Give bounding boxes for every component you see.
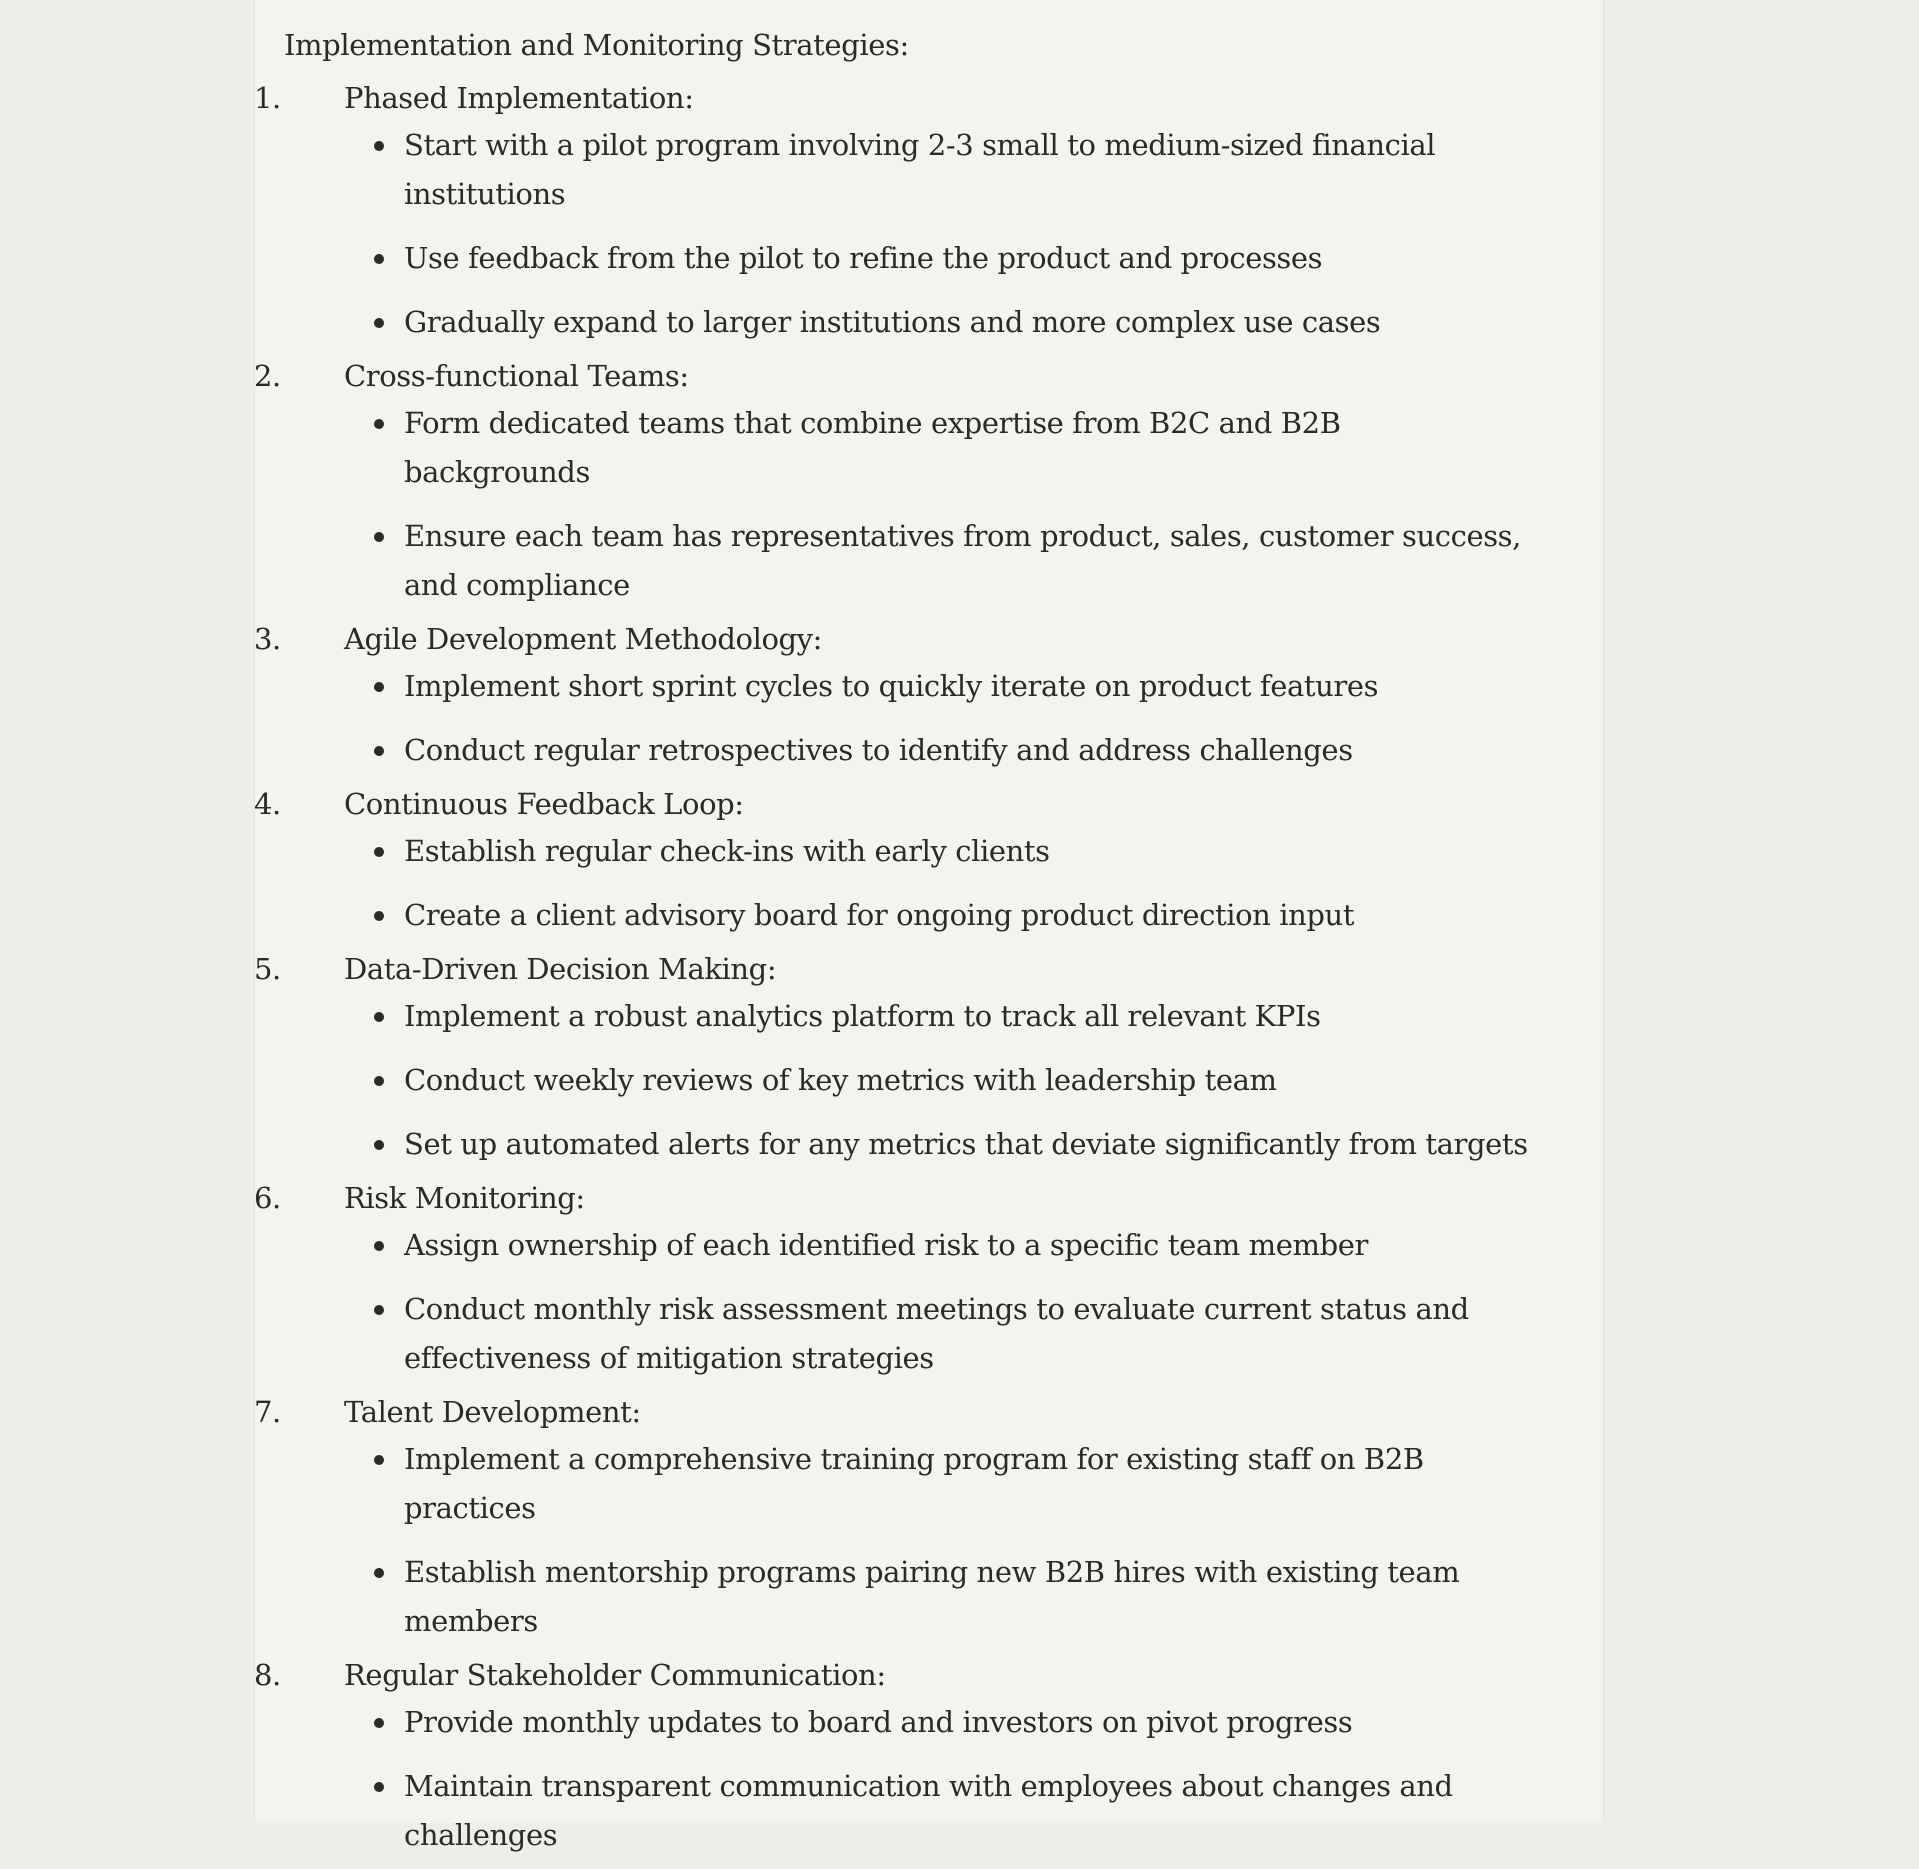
bullet-dot-icon [374,254,384,264]
message-content [254,20,1584,1869]
bullet-dot-icon [374,1241,384,1251]
bullet-dot-icon [374,419,384,429]
bullet-text: Conduct weekly reviews of key metrics with leadership team [404,1063,1277,1097]
strategy-title: Agile Development Methodology: [344,622,823,656]
bullet-text: Establish mentorship programs pairing new B2B hires with existing team members [404,1555,1460,1638]
bullet-dot-icon [374,1076,384,1086]
strategy-item [254,784,1584,940]
bullet-item [344,1762,1534,1860]
bullet-dot-icon [374,911,384,921]
bullet-dot-icon [374,1782,384,1792]
bullet-text: Create a client advisory board for ongoing product direction input [404,898,1355,932]
bullet-text: Assign ownership of each identified risk to a specific team member [404,1228,1369,1262]
strategy-number: 7. [254,1395,281,1429]
strategy-number: 1. [254,81,281,115]
bullet-item [344,399,1534,497]
bullet-dot-icon [374,746,384,756]
bullet-text: Gradually expand to larger institutions and more complex use cases [404,305,1381,339]
strategy-item [254,78,1584,347]
strategy-number: 4. [254,787,281,821]
bullet-dot-icon [374,1718,384,1728]
bullet-text: Start with a pilot program involving 2-3 small to medium-sized financial institutions [404,128,1436,211]
bullet-list [344,1435,1584,1646]
bullet-text: Ensure each team has representatives from product, sales, customer success, and compliance [404,519,1521,602]
bullet-text: Provide monthly updates to board and investors on pivot progress [404,1705,1353,1739]
bullet-item [344,992,1534,1041]
bullet-list [344,121,1584,347]
bullet-text: Implement a robust analytics platform to track all relevant KPIs [404,999,1321,1033]
bullet-item [344,121,1534,219]
bullet-dot-icon [374,682,384,692]
strategy-list [254,78,1584,1860]
strategy-title: Regular Stakeholder Communication: [344,1658,886,1692]
bullet-dot-icon [374,318,384,328]
strategy-title: Continuous Feedback Loop: [344,787,744,821]
document-heading: Implementation and Monitoring Strategies: [284,28,909,62]
bullet-item [344,1221,1534,1270]
strategy-item [254,1392,1584,1646]
bullet-text: Set up automated alerts for any metrics that deviate significantly from targets [404,1127,1528,1161]
bullet-item [344,1435,1534,1533]
bullet-item [344,512,1534,610]
bullet-item [344,662,1534,711]
strategy-number: 8. [254,1658,281,1692]
bullet-dot-icon [374,1455,384,1465]
bullet-dot-icon [374,532,384,542]
bullet-item [344,1698,1534,1747]
bullet-list [344,1698,1584,1860]
bullet-dot-icon [374,141,384,151]
strategy-number: 2. [254,359,281,393]
strategy-title: Talent Development: [344,1395,641,1429]
bullet-text: Establish regular check-ins with early clients [404,834,1050,868]
bullet-item [344,298,1534,347]
bullet-item [344,1056,1534,1105]
bullet-list [344,662,1584,775]
strategy-title: Risk Monitoring: [344,1181,585,1215]
strategy-title: Phased Implementation: [344,81,694,115]
strategy-number: 5. [254,952,281,986]
strategy-item [254,619,1584,775]
bullet-item [344,1548,1534,1646]
strategy-number: 6. [254,1181,281,1215]
bullet-text: Maintain transparent communication with employees about changes and challenges [404,1769,1453,1852]
strategy-item [254,356,1584,610]
bullet-list [344,399,1584,610]
bullet-list [344,992,1584,1169]
bullet-dot-icon [374,1568,384,1578]
strategy-item [254,1178,1584,1383]
bullet-text: Conduct monthly risk assessment meetings to evaluate current status and effectiveness of mitigation strategies [404,1292,1469,1375]
bullet-list [344,1221,1584,1383]
strategy-item [254,1655,1584,1860]
bullet-item [344,891,1534,940]
bullet-dot-icon [374,1140,384,1150]
bullet-item [344,827,1534,876]
bullet-item [344,1285,1534,1383]
bullet-item [344,234,1534,283]
bullet-dot-icon [374,1012,384,1022]
strategy-title: Cross-functional Teams: [344,359,689,393]
bullet-text: Conduct regular retrospectives to identify and address challenges [404,733,1353,767]
bullet-dot-icon [374,1305,384,1315]
bullet-item [344,726,1534,775]
bullet-item [344,1120,1534,1169]
strategy-item [254,949,1584,1169]
strategy-title: Data-Driven Decision Making: [344,952,777,986]
bullet-text: Implement a comprehensive training program for existing staff on B2B practices [404,1442,1424,1525]
bullet-text: Form dedicated teams that combine expertise from B2C and B2B backgrounds [404,406,1341,489]
bullet-dot-icon [374,847,384,857]
bullet-text: Implement short sprint cycles to quickly iterate on product features [404,669,1379,703]
bullet-text: Use feedback from the pilot to refine the product and processes [404,241,1323,275]
strategy-number: 3. [254,622,281,656]
bullet-list [344,827,1584,940]
